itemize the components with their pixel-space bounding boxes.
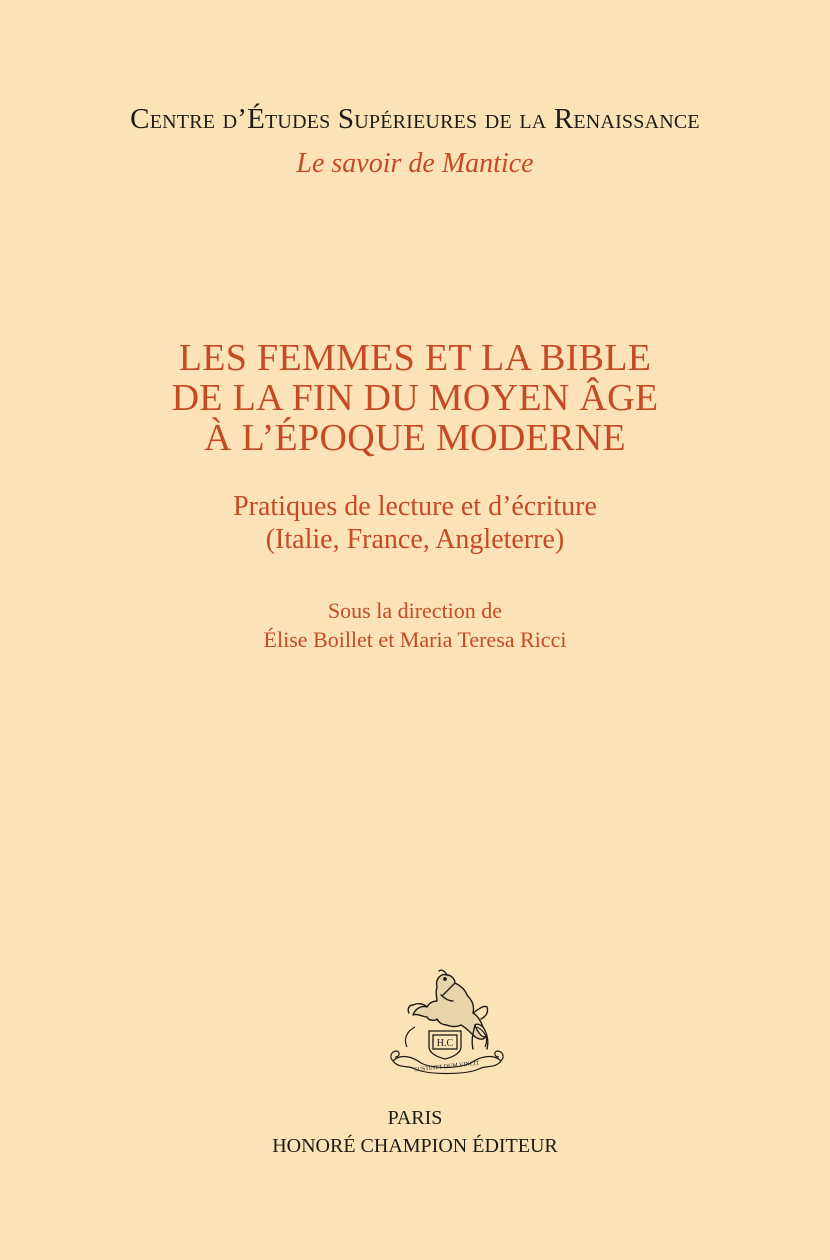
subtitle-line: (Italie, France, Angleterre): [265, 524, 565, 555]
publisher-mark: [385, 965, 510, 1077]
book-subtitle: [0, 490, 830, 556]
title-line: À L’ÉPOQUE MODERNE: [204, 417, 626, 459]
book-title: [0, 338, 830, 458]
title-line: LES FEMMES ET LA BIBLE: [178, 337, 652, 379]
series-name: [0, 103, 830, 136]
collection-name: Le savoir de Mantice: [296, 148, 534, 179]
motto-text: SUSTINET DUM VINCIT: [414, 1060, 480, 1074]
title-line: DE LA FIN DU MOYEN ÂGE: [171, 377, 659, 419]
subtitle-line: Pratiques de lecture et d’écriture: [233, 491, 597, 522]
imprint-publisher: HONORÉ CHAMPION ÉDITEUR: [272, 1135, 558, 1157]
editors-names: Élise Boillet et Maria Teresa Ricci: [263, 627, 567, 652]
editorial-direction: [0, 596, 830, 654]
imprint-city: PARIS: [387, 1107, 443, 1129]
horse-emblem-icon: [385, 965, 510, 1077]
monogram-text: H.C: [436, 1038, 454, 1049]
direction-label: Sous la direction de: [327, 598, 503, 623]
series-name-text: Centre d’Études Supérieures de la Renaissance: [130, 103, 700, 135]
